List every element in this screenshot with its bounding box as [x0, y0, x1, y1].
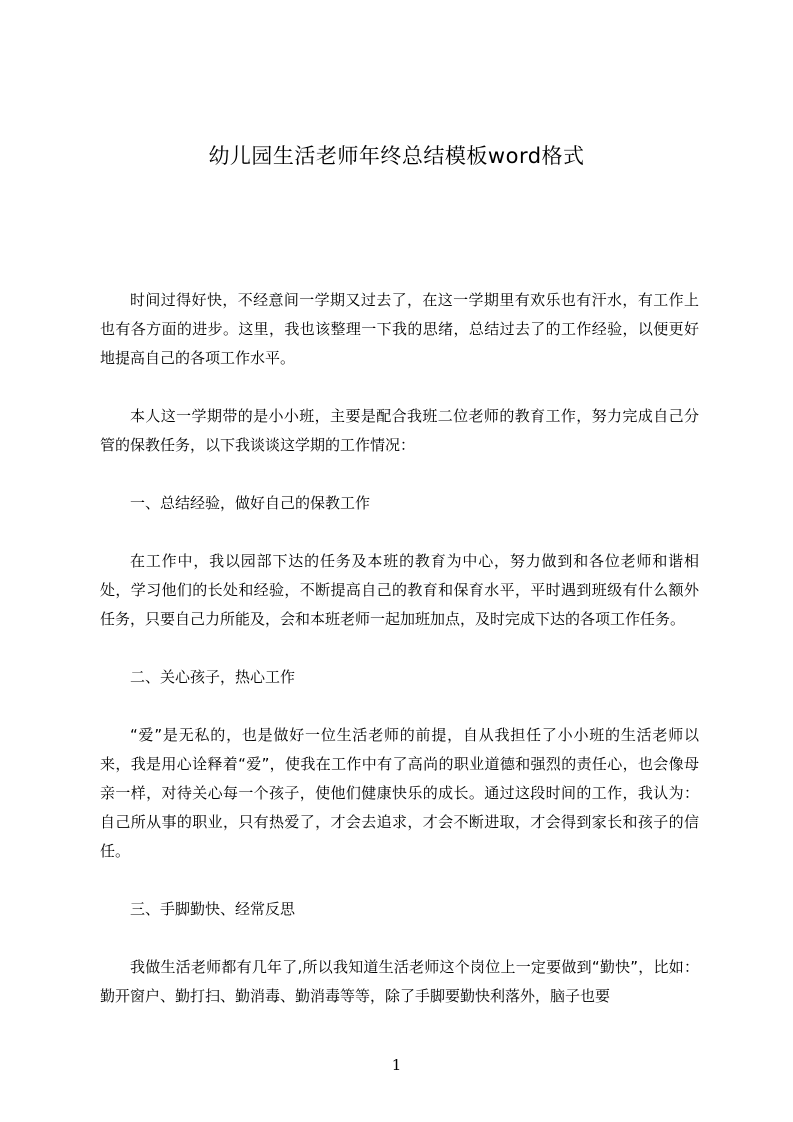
paragraph-section-1: 在工作中，我以园部下达的任务及本班的教育为中心，努力做到和各位老师和谐相处，学习他们的长处和经验，不断提高自己的教育和保育水平，平时遇到班级有什么额外任务，只要自己力所能及，会和本班老师一起加班加点，及时完成下达的各项工作任务。 — [100, 552, 699, 628]
paragraph-overview: 本人这一学期带的是小小班，主要是配合我班二位老师的教育工作，努力完成自己分管的保教任务，以下我谈谈这学期的工作情况： — [100, 407, 699, 454]
paragraph-section-2: “爱”是无私的，也是做好一位生活老师的前提，自从我担任了小小班的生活老师以来，我是用心诠释着“爱”，使我在工作中有了高尚的职业道德和强烈的责任心，也会像母亲一样，对待关心每一个孩子，使他们健康快乐的成长。通过这段时间的工作，我认为：自己所从事的职业，只有热爱了，才会去追求，才会不断进取，才会得到家长和孩子的信任。 — [100, 726, 699, 860]
section-heading-1: 一、总结经验，做好自己的保教工作 — [130, 494, 371, 512]
section-heading-2: 二、关心孩子，热心工作 — [130, 668, 296, 686]
document-title: 幼儿园生活老师年终总结模板word格式 — [208, 144, 585, 168]
paragraph-section-3: 我做生活老师都有几年了,所以我知道生活老师这个岗位上一定要做到“勤快”，比如：勤开窗户、勤打扫、勤消毒、勤消毒等等，除了手脚要勤快利落外，脑子也要 — [100, 958, 699, 1005]
section-heading-3: 三、手脚勤快、经常反思 — [130, 900, 296, 918]
document-body — [100, 286, 699, 1011]
page-number: 1 — [391, 1056, 402, 1074]
paragraph-intro: 时间过得好快，不经意间一学期又过去了，在这一学期里有欢乐也有汗水，有工作上也有各方面的进步。这里，我也该整理一下我的思绪，总结过去了的工作经验，以便更好地提高自己的各项工作水平。 — [100, 291, 699, 367]
